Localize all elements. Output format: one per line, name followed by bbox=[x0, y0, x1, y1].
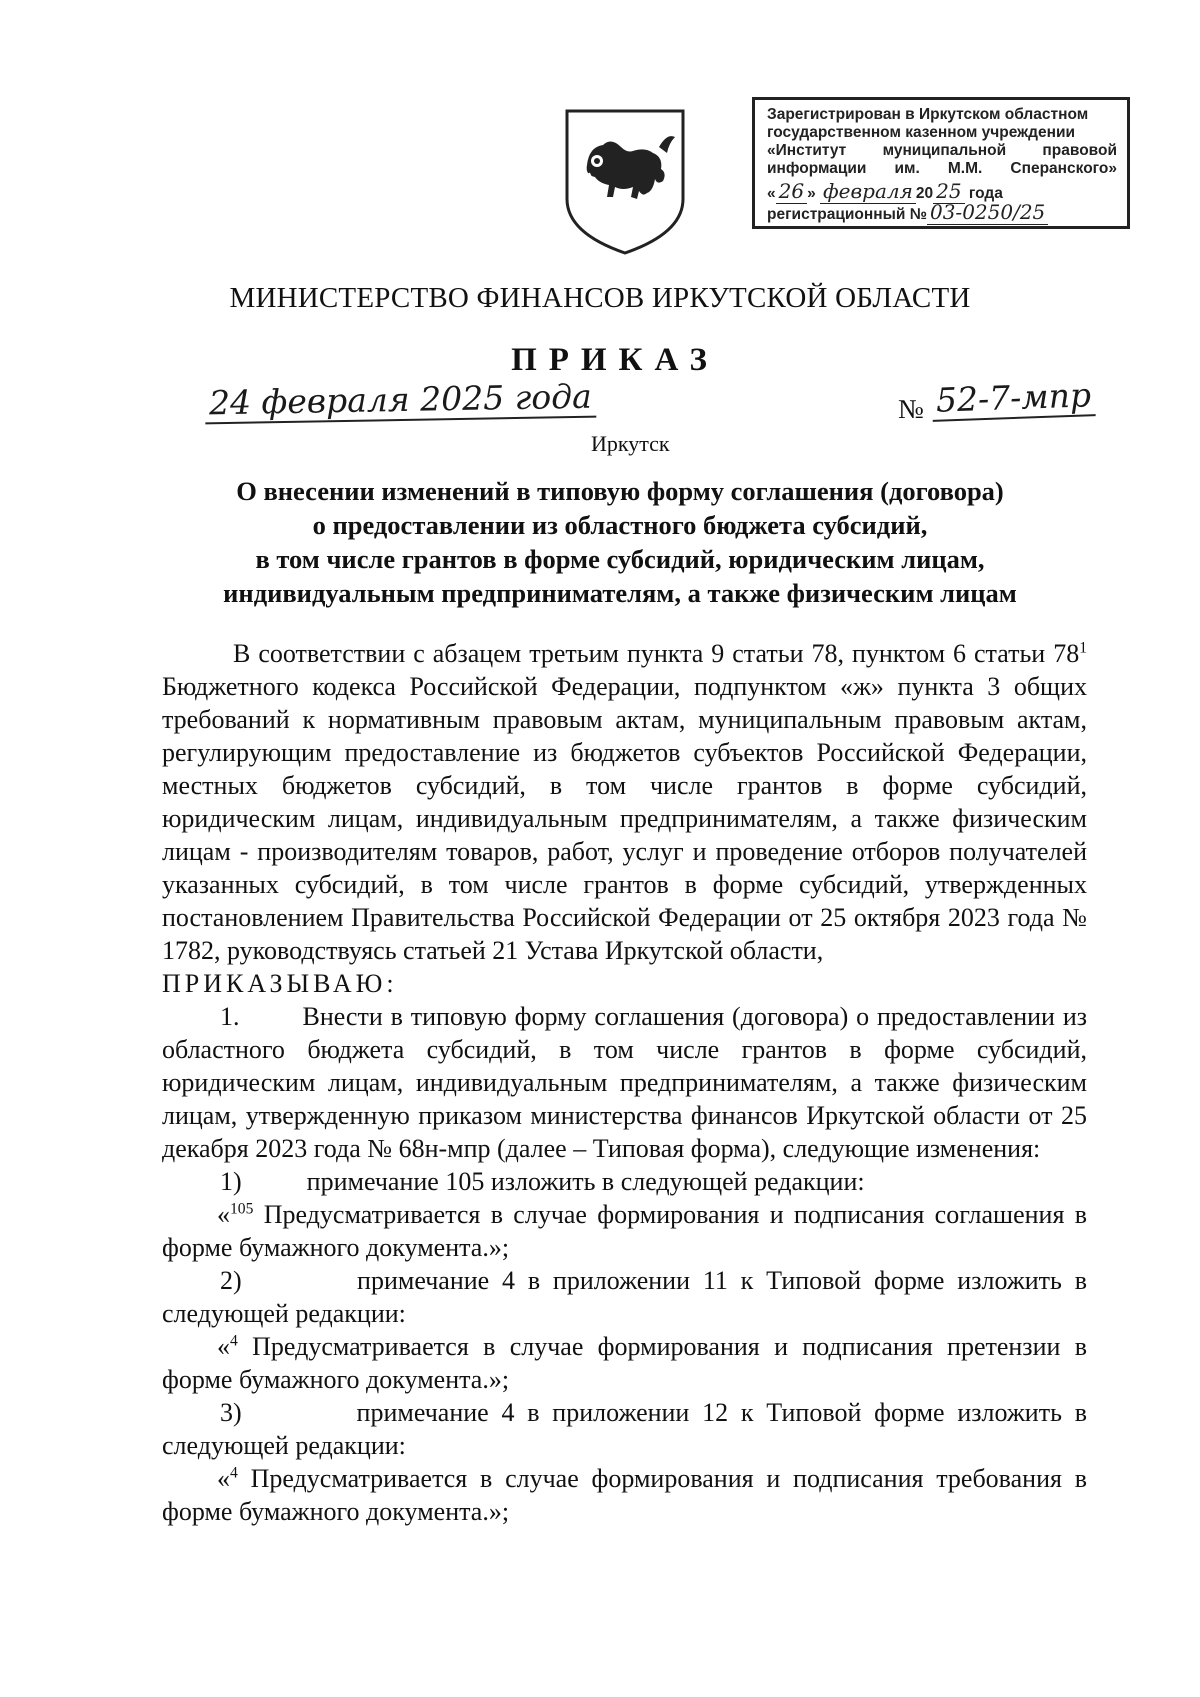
document-type-title: ПРИКАЗ bbox=[511, 342, 719, 378]
stamp-year-prefix: 20 bbox=[915, 185, 934, 202]
title-line: индивидуальным предпринимателям, а также физическим лицам bbox=[223, 578, 1017, 608]
subitem-2: 2) примечание 4 в приложении 11 к Типовой форме изложить в следующей редакции: bbox=[162, 1266, 1087, 1328]
quote-mark: « bbox=[217, 1464, 230, 1493]
stamp-line-2: государственном казенном учреждении bbox=[767, 124, 1076, 141]
title-line: о предоставлении из областного бюджета субсидий, bbox=[312, 510, 928, 540]
stamp-line-1: Зарегистрирован в Иркутском областном bbox=[767, 106, 1089, 123]
quote-1 bbox=[162, 1198, 1087, 1264]
document-title bbox=[160, 474, 1080, 610]
subitem-1: 1) примечание 105 изложить в следующей редакции: bbox=[220, 1167, 865, 1196]
title-line: в том числе грантов в форме субсидий, юридическим лицам, bbox=[255, 544, 985, 574]
stamp-word: муниципальной bbox=[882, 142, 1007, 159]
item-1-paragraph: 1. Внести в типовую форму соглашения (договора) о предоставлении из областного бюджета субсидий, в том числе грантов в форме субсидий, юридическим лицам, индивидуальным предпринимателям, а также физическим лицам, утвержденную приказом министерства финансов Иркутской области от 25 декабря 2023 года № 68н-мпр (далее – Типовая форма), следующие изменения: bbox=[162, 1002, 1087, 1163]
registration-stamp bbox=[752, 97, 1130, 229]
stamp-word: Сперанского» bbox=[1010, 160, 1117, 177]
stamp-reg-number: 03-0250/25 bbox=[927, 200, 1048, 225]
superscript: 4 bbox=[230, 1332, 238, 1350]
superscript: 4 bbox=[230, 1464, 238, 1482]
stamp-line-3 bbox=[767, 142, 1117, 160]
stamp-reg-row bbox=[767, 200, 1117, 224]
title-line: О внесении изменений в типовую форму соглашения (договора) bbox=[236, 476, 1004, 506]
stamp-line-4 bbox=[767, 160, 1117, 178]
stamp-month: февраля bbox=[820, 179, 916, 204]
stamp-reg-label: регистрационный № bbox=[767, 206, 927, 223]
document-body bbox=[162, 637, 1087, 1528]
stamp-word: им. bbox=[894, 160, 920, 177]
preamble-text: В соответствии с абзацем третьим пункта 9 статьи 78, пунктом 6 статьи 78 bbox=[233, 639, 1080, 668]
subitem-3: 3) примечание 4 в приложении 12 к Типовой форме изложить в следующей редакции: bbox=[162, 1398, 1087, 1460]
quote-text: Предусматривается в случае формирования и подписания соглашения в форме бумажного документа.»; bbox=[162, 1200, 1087, 1262]
order-word: ПРИКАЗЫВАЮ: bbox=[162, 969, 398, 998]
stamp-date-row: « 26 » февраля 20 25 года bbox=[767, 179, 1003, 203]
superscript: 105 bbox=[230, 1200, 254, 1218]
stamp-day: 26 bbox=[776, 179, 807, 204]
stamp-word: информации bbox=[767, 160, 867, 177]
quote-mark: « bbox=[217, 1200, 230, 1229]
city-name: Иркутск bbox=[591, 431, 670, 456]
ministry-name: МИНИСТЕРСТВО ФИНАНСОВ ИРКУТСКОЙ ОБЛАСТИ bbox=[229, 282, 971, 314]
coat-of-arms-icon bbox=[563, 107, 687, 257]
quote-text: Предусматривается в случае формирования и подписания претензии в форме бумажного документа.»; bbox=[162, 1332, 1087, 1394]
stamp-word: правовой bbox=[1042, 142, 1117, 159]
quote-3 bbox=[162, 1462, 1087, 1528]
preamble-text: Бюджетного кодекса Российской Федерации, подпунктом «ж» пункта 3 общих требований к нормативным правовым актам, муниципальным правовым актам, регулирующим предоставление из бюджетов субъектов Российской Федерации, местных бюджетов субсидий, в том числе грантов в форме субсидий, юридическим лицам, индивидуальным предпринимателям, а также физическим лицам - производителям товаров, работ, услуг и проведение отборов получателей указанных субсидий, в том числе грантов в форме субсидий, утвержденных постановлением Правительства Российской Федерации от 25 октября 2023 года № 1782, руководствуясь статьей 21 Устава Иркутской области, bbox=[162, 672, 1087, 965]
quote-text: Предусматривается в случае формирования и подписания требования в форме бумажного документа.»; bbox=[162, 1464, 1087, 1526]
order-date: 24 февраля 2025 года bbox=[205, 377, 596, 425]
quote-mark: « bbox=[217, 1332, 230, 1361]
preamble-paragraph bbox=[162, 637, 1087, 967]
quote-2 bbox=[162, 1330, 1087, 1396]
order-number-label: № bbox=[898, 394, 924, 424]
order-number: 52-7-мпр bbox=[931, 375, 1095, 422]
superscript: 1 bbox=[1079, 639, 1087, 657]
stamp-year-suffix: 25 bbox=[933, 179, 964, 204]
stamp-year-word: года bbox=[968, 185, 1003, 202]
stamp-word: «Институт bbox=[767, 142, 847, 159]
stamp-word: М.М. bbox=[947, 160, 983, 177]
